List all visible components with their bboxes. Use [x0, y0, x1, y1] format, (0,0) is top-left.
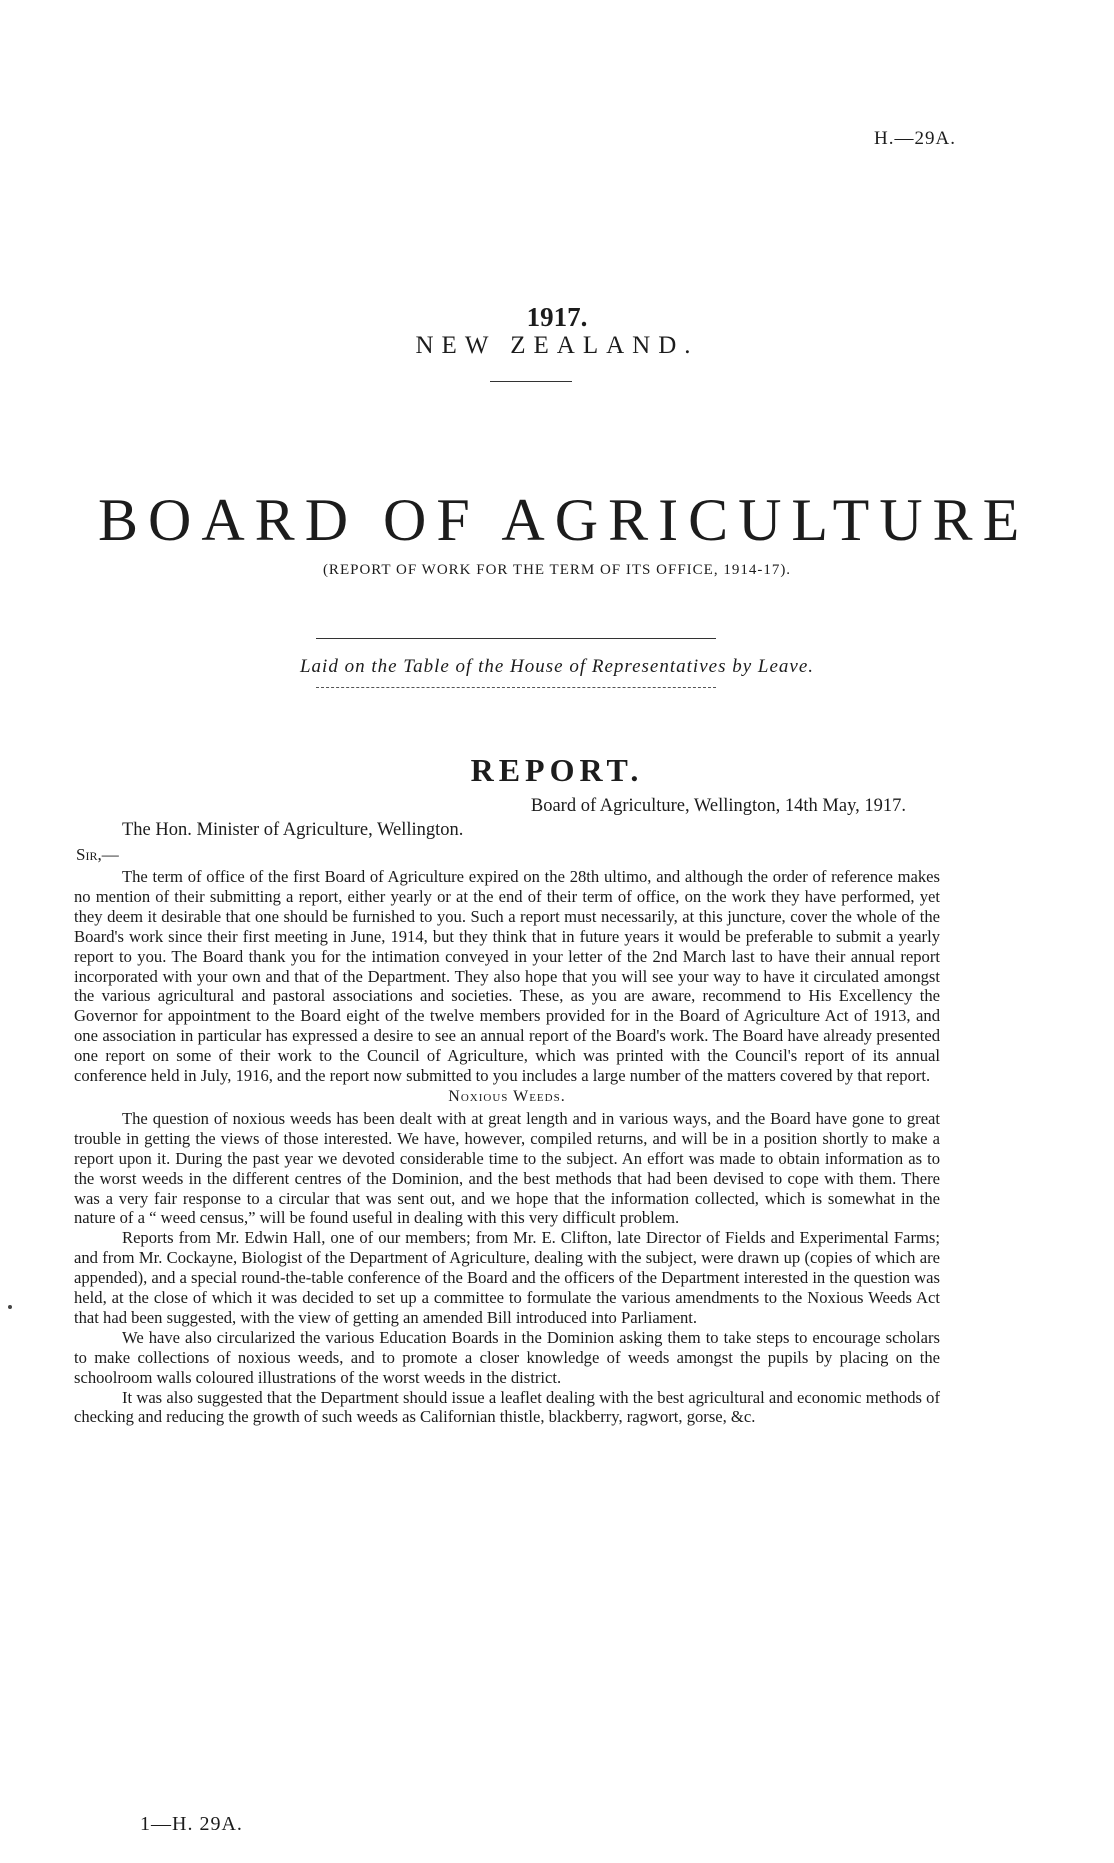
report-body: [74, 867, 940, 1427]
report-salutation: Sir,—: [76, 845, 119, 864]
report-addressee: The Hon. Minister of Agriculture, Wellington.: [122, 820, 464, 840]
divider-upper: [316, 638, 716, 639]
report-heading: REPORT.: [470, 752, 644, 788]
noxious-weeds-paragraph: The question of noxious weeds has been dealt with at great length and in various ways, and the Board have gone to great trouble in getting the views of those interested. We have, however, compiled returns, and will be in a position shortly to make a report upon it. During the past year we devoted considerable time to the subject. An effort was made to obtain information as to the worst weeds in the different centres of the Dominion, and the best methods that had been devised to cope with them. There was a very fair response to a circular that was sent out, and we hope that the information collected, which is somewhat in the nature of a “ weed census,” will be found useful in dealing with this very difficult problem.: [74, 1108, 940, 1228]
margin-mark: [8, 1305, 12, 1309]
section-heading-noxious-weeds: Noxious Weeds.: [448, 1087, 566, 1105]
footer-reference: 1—H. 29A.: [140, 1813, 243, 1835]
divider-lower: [316, 687, 716, 688]
country-heading: NEW ZEALAND.: [415, 332, 699, 359]
document-reference: H.—29A.: [874, 128, 956, 149]
short-divider: [490, 381, 572, 382]
document-subtitle: (REPORT OF WORK FOR THE TERM OF ITS OFFICE, 1914-17).: [322, 562, 792, 578]
noxious-weeds-paragraph: It was also suggested that the Department should issue a leaflet dealing with the best agricultural and economic methods of checking and reducing the growth of such weeds as Californian thistle, blackberry, ragwort, gorse, &c.: [74, 1387, 940, 1427]
noxious-weeds-paragraph: Reports from Mr. Edwin Hall, one of our members; from Mr. E. Clifton, late Director of Fields and Experimental Farms; and from Mr. Cockayne, Biologist of the Department of Agriculture, dealing with the subject, were drawn up (copies of which are appended), and a special round-the-table conference of the Board and the officers of the Department interested in the question was held, at the close of which it was decided to set up a committee to formulate the various amendments to the Noxious Weeds Act that had been suggested, with the view of getting an amended Bill introduced into Parliament.: [74, 1228, 940, 1327]
publication-year: 1917.: [526, 302, 588, 332]
noxious-weeds-paragraph: We have also circularized the various Education Boards in the Dominion asking them to take steps to encourage scholars to make collections of noxious weeds, and to promote a closer knowledge of weeds amongst the pupils by placing on the schoolroom walls coloured illustrations of the worst weeds in the district.: [74, 1327, 940, 1387]
document-title: BOARD OF AGRICULTURE: [98, 487, 1030, 553]
report-dateline: Board of Agriculture, Wellington, 14th May, 1917.: [530, 796, 906, 816]
report-paragraph: The term of office of the first Board of Agriculture expired on the 28th ultimo, and although the order of reference makes no mention of their submitting a report, either yearly or at the end of their term of office, on the work they have performed, yet they deem it desirable that one should be furnished to you. Such a report must necessarily, at this juncture, cover the whole of the Board's work since their first meeting in June, 1914, but they think that in future years it would be preferable to submit a yearly report to you. The Board thank you for the intimation conveyed in your letter of the 2nd March last to have their annual report incorporated with your own and that of the Department. They also hope that you will see your way to have it circulated amongst the various agricultural and pastoral associations and societies. These, as you are aware, recommend to His Excellency the Governor for appointment to the Board eight of the twelve members provided for in the Board of Agriculture Act of 1913, and one association in particular has expressed a desire to see an annual report of the Board's work. The Board have already presented one report on some of their work to the Council of Agriculture, which was printed with the Council's report of its annual conference held in July, 1916, and the report now submitted to you includes a large number of the matters covered by that report.: [74, 867, 940, 1086]
laid-on-table-note: Laid on the Table of the House of Representatives by Leave.: [299, 656, 815, 677]
